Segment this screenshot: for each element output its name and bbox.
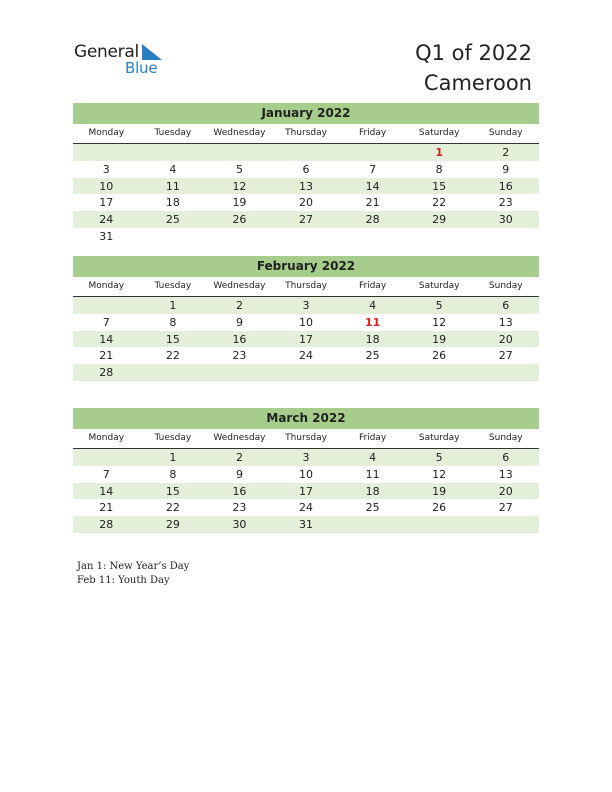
day-cell: 16 [232, 484, 247, 498]
day-cell: 25 [165, 213, 180, 227]
weekday-label: Thursday [285, 281, 327, 291]
day-cell [339, 144, 406, 161]
day-cell: 22 [432, 196, 447, 210]
day-cell: 6 [502, 299, 510, 312]
day-cell: 11 [165, 179, 180, 193]
day-cell: 15 [432, 179, 447, 193]
day-cell: 21 [365, 196, 380, 210]
logo-word-blue: Blue [125, 59, 158, 77]
day-cell: 18 [365, 332, 380, 346]
weekday-label: Saturday [418, 433, 460, 443]
day-cell [273, 364, 340, 381]
day-cell: 19 [432, 484, 447, 498]
brand-logo [74, 42, 174, 78]
day-cell: 16 [232, 332, 247, 346]
day-cell: 11 [364, 315, 381, 329]
weekday-label: Wednesday [213, 433, 266, 443]
day-cell: 29 [165, 518, 180, 532]
weekday-label: Monday [88, 433, 125, 443]
week-row [73, 314, 539, 331]
day-cell: 22 [165, 349, 180, 363]
logo-word-general: General [74, 42, 139, 62]
day-cell: 26 [432, 349, 447, 363]
day-cell: 18 [165, 196, 180, 210]
day-cell: 1 [435, 146, 443, 159]
day-cell: 19 [232, 196, 247, 210]
day-cell: 10 [299, 315, 314, 329]
day-cell: 14 [365, 179, 380, 193]
day-cell: 1 [169, 299, 177, 312]
week-row [73, 516, 539, 533]
day-cell: 24 [299, 349, 314, 363]
weekday-label: Saturday [418, 281, 460, 291]
day-cell [140, 364, 207, 381]
weekday-label: Saturday [418, 128, 460, 138]
week-row [73, 194, 539, 211]
country-title: Cameroon [423, 71, 532, 95]
day-cell [140, 228, 207, 245]
day-cell: 3 [102, 162, 110, 176]
weekday-header-row [73, 279, 539, 297]
day-cell: 9 [502, 162, 510, 176]
day-cell [73, 297, 140, 314]
day-cell [472, 228, 539, 245]
day-cell [339, 228, 406, 245]
day-cell: 28 [365, 213, 380, 227]
day-cell: 28 [99, 518, 114, 532]
day-cell [339, 364, 406, 381]
day-cell: 30 [498, 213, 513, 227]
day-cell: 2 [235, 451, 243, 464]
day-cell: 24 [299, 501, 314, 515]
weekday-label: Tuesday [154, 128, 192, 138]
day-cell: 25 [365, 501, 380, 515]
quarter-title: Q1 of 2022 [415, 41, 532, 65]
day-cell: 8 [169, 467, 177, 481]
day-cell: 19 [432, 332, 447, 346]
day-cell [206, 364, 273, 381]
day-cell: 30 [232, 518, 247, 532]
week-row [73, 499, 539, 516]
month-header: January 2022 [73, 103, 539, 124]
calendar-february [73, 256, 539, 381]
weekday-label: Sunday [488, 128, 523, 138]
calendar-january [73, 103, 539, 245]
day-cell [472, 516, 539, 533]
day-cell: 24 [99, 213, 114, 227]
day-cell: 18 [365, 484, 380, 498]
day-cell: 9 [235, 315, 243, 329]
week-row [73, 364, 539, 381]
day-cell: 20 [498, 484, 513, 498]
day-cell: 7 [102, 315, 110, 329]
day-cell: 31 [99, 229, 114, 243]
weekday-label: Thursday [285, 433, 327, 443]
day-cell: 10 [99, 179, 114, 193]
day-cell: 3 [302, 451, 310, 464]
week-row [73, 211, 539, 228]
day-cell: 9 [235, 467, 243, 481]
weekday-label: Tuesday [154, 433, 192, 443]
calendar-march [73, 408, 539, 533]
day-cell: 26 [432, 501, 447, 515]
day-cell: 23 [232, 349, 247, 363]
day-cell: 13 [498, 467, 513, 481]
day-cell: 27 [498, 501, 513, 515]
day-cell: 5 [435, 299, 443, 312]
day-cell: 6 [502, 451, 510, 464]
day-cell: 15 [165, 484, 180, 498]
day-cell [406, 228, 473, 245]
holiday-notes [77, 560, 189, 588]
week-row [73, 297, 539, 314]
day-cell: 7 [369, 162, 377, 176]
day-cell: 6 [302, 162, 310, 176]
week-row [73, 331, 539, 348]
day-cell: 20 [498, 332, 513, 346]
week-row [73, 144, 539, 161]
week-row [73, 161, 539, 178]
week-row [73, 228, 539, 245]
day-cell [472, 364, 539, 381]
week-row [73, 483, 539, 500]
day-cell: 3 [302, 299, 310, 312]
day-cell [206, 228, 273, 245]
day-cell: 17 [99, 196, 114, 210]
day-cell: 29 [432, 213, 447, 227]
day-cell [73, 144, 140, 161]
day-cell: 4 [169, 162, 177, 176]
day-cell: 4 [369, 451, 377, 464]
day-cell [406, 516, 473, 533]
day-cell: 16 [498, 179, 513, 193]
day-cell: 23 [498, 196, 513, 210]
weekday-header-row [73, 431, 539, 449]
week-row [73, 466, 539, 483]
day-cell: 23 [232, 501, 247, 515]
holiday-note: Feb 11: Youth Day [77, 575, 170, 586]
weekday-label: Friday [358, 281, 387, 291]
day-cell [273, 144, 340, 161]
day-cell: 13 [498, 315, 513, 329]
day-cell: 14 [99, 332, 114, 346]
day-cell [406, 364, 473, 381]
day-cell: 8 [435, 162, 443, 176]
day-cell: 27 [498, 349, 513, 363]
weekday-label: Monday [88, 128, 125, 138]
day-cell: 12 [432, 467, 447, 481]
day-cell: 5 [235, 162, 243, 176]
day-cell: 1 [169, 451, 177, 464]
day-cell: 25 [365, 349, 380, 363]
day-cell: 11 [365, 467, 380, 481]
day-cell: 17 [299, 332, 314, 346]
day-cell [140, 144, 207, 161]
day-cell: 4 [369, 299, 377, 312]
day-cell: 21 [99, 501, 114, 515]
month-header: March 2022 [73, 408, 539, 429]
weekday-label: Wednesday [213, 128, 266, 138]
day-cell: 2 [235, 299, 243, 312]
week-row [73, 347, 539, 364]
day-cell [273, 228, 340, 245]
weekday-label: Tuesday [154, 281, 192, 291]
weekday-label: Friday [358, 128, 387, 138]
weekday-label: Wednesday [213, 281, 266, 291]
day-cell: 17 [299, 484, 314, 498]
day-cell: 31 [299, 518, 314, 532]
weekday-label: Thursday [285, 128, 327, 138]
day-cell: 22 [165, 501, 180, 515]
day-cell: 5 [435, 451, 443, 464]
day-cell: 28 [99, 366, 114, 380]
day-cell: 15 [165, 332, 180, 346]
week-row [73, 449, 539, 466]
weekday-header-row [73, 126, 539, 144]
day-cell: 10 [299, 467, 314, 481]
weekday-label: Monday [88, 281, 125, 291]
day-cell: 7 [102, 467, 110, 481]
week-row [73, 178, 539, 195]
day-cell: 2 [502, 146, 510, 159]
day-cell: 14 [99, 484, 114, 498]
day-cell: 8 [169, 315, 177, 329]
weekday-label: Sunday [488, 281, 523, 291]
holiday-note: Jan 1: New Year’s Day [77, 561, 190, 572]
day-cell [73, 449, 140, 466]
day-cell: 21 [99, 349, 114, 363]
day-cell: 20 [299, 196, 314, 210]
weekday-label: Sunday [488, 433, 523, 443]
month-header: February 2022 [73, 256, 539, 277]
page-title [415, 38, 532, 98]
weekday-label: Friday [358, 433, 387, 443]
day-cell: 12 [232, 179, 247, 193]
day-cell [339, 516, 406, 533]
day-cell: 27 [299, 213, 314, 227]
day-cell: 13 [299, 179, 314, 193]
day-cell: 26 [232, 213, 247, 227]
day-cell: 12 [432, 315, 447, 329]
day-cell [206, 144, 273, 161]
